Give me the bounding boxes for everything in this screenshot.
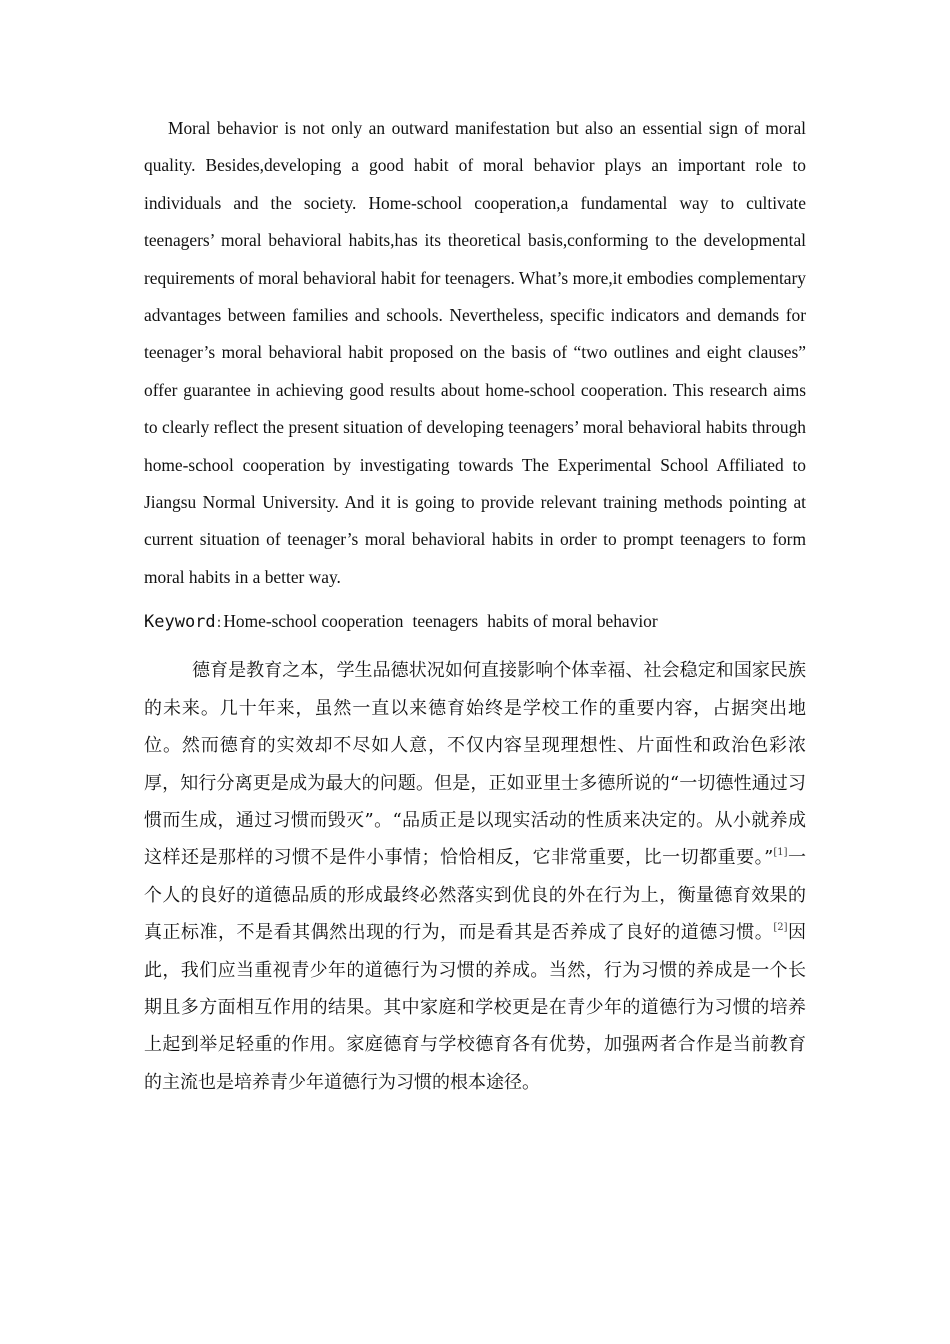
keyword-line (144, 608, 806, 636)
english-abstract: Moral behavior is not only an outward manifestation but also an essential sign of moral quality. Besides,developing a good habit of moral behavior plays an important role to individuals and the society. Home-school cooperation,a fundamental way to cultivate teenagers’ moral behavioral habits,has its theoretical basis,conforming to the developmental requirements of moral behavioral habit for teenagers. What’s more,it embodies complementary advantages between families and schools. Nevertheless, specific indicators and demands for teenager’s moral behavioral habit proposed on the basis of “two outlines and eight clauses” offer guarantee in achieving good results about home-school cooperation. This research aims to clearly reflect the present situation of developing teenagers’ moral behavioral habits through home-school cooperation by investigating towards The Experimental School Affiliated to Jiangsu Normal University. And it is going to provide relevant training methods pointing at current situation of teenager’s moral behavioral habits in order to prompt teenagers to form moral habits in a better way. (144, 118, 806, 587)
keyword-item: teenagers (412, 611, 479, 632)
body-text-part1: 德育是教育之本，学生品德状况如何直接影响个体幸福、社会稳定和国家民族的未来。几十年来，虽然一直以来德育始终是学校工作的重要内容，占据突出地位。然而德育的实效却不尽如人意，不仅内容呈现理想性、片面性和政治色彩浓厚，知行分离更是成为最大的问题。但是，正如亚里士多德所说的“一切德性通过习惯而生成，通过习惯而毁灭”。“品质正是以现实活动的性质来决定的。从小就养成这样还是那样的习惯不是件小事情；恰恰相反，它非常重要，比一切都重要。” (144, 660, 806, 869)
document-page (144, 110, 806, 1101)
chinese-body-paragraph (144, 652, 806, 1101)
citation-ref-2[interactable]: [2] (773, 922, 788, 934)
keyword-item: Home-school cooperation (223, 611, 404, 632)
keyword-item: habits of moral behavior (487, 611, 658, 632)
keyword-separator: : (216, 615, 222, 632)
body-text-part2: 一个人的良好的道德品质的形成最终必然落实到优良的外在行为上，衡量德育效果的真正标准，不是看其偶然出现的行为，而是看其是否养成了良好的道德习惯。 (144, 847, 807, 944)
body-text-part3: 因此，我们应当重视青少年的道德行为习惯的养成。当然，行为习惯的养成是一个长期且多方面相互作用的结果。其中家庭和学校更是在青少年的道德行为习惯的培养上起到举足轻重的作用。家庭德育与学校德育各有优势，加强两者合作是当前教育的主流也是培养青少年道德行为习惯的根本途径。 (144, 922, 807, 1093)
keyword-label: Keyword (144, 612, 216, 633)
citation-ref-1[interactable]: [1] (773, 847, 788, 859)
